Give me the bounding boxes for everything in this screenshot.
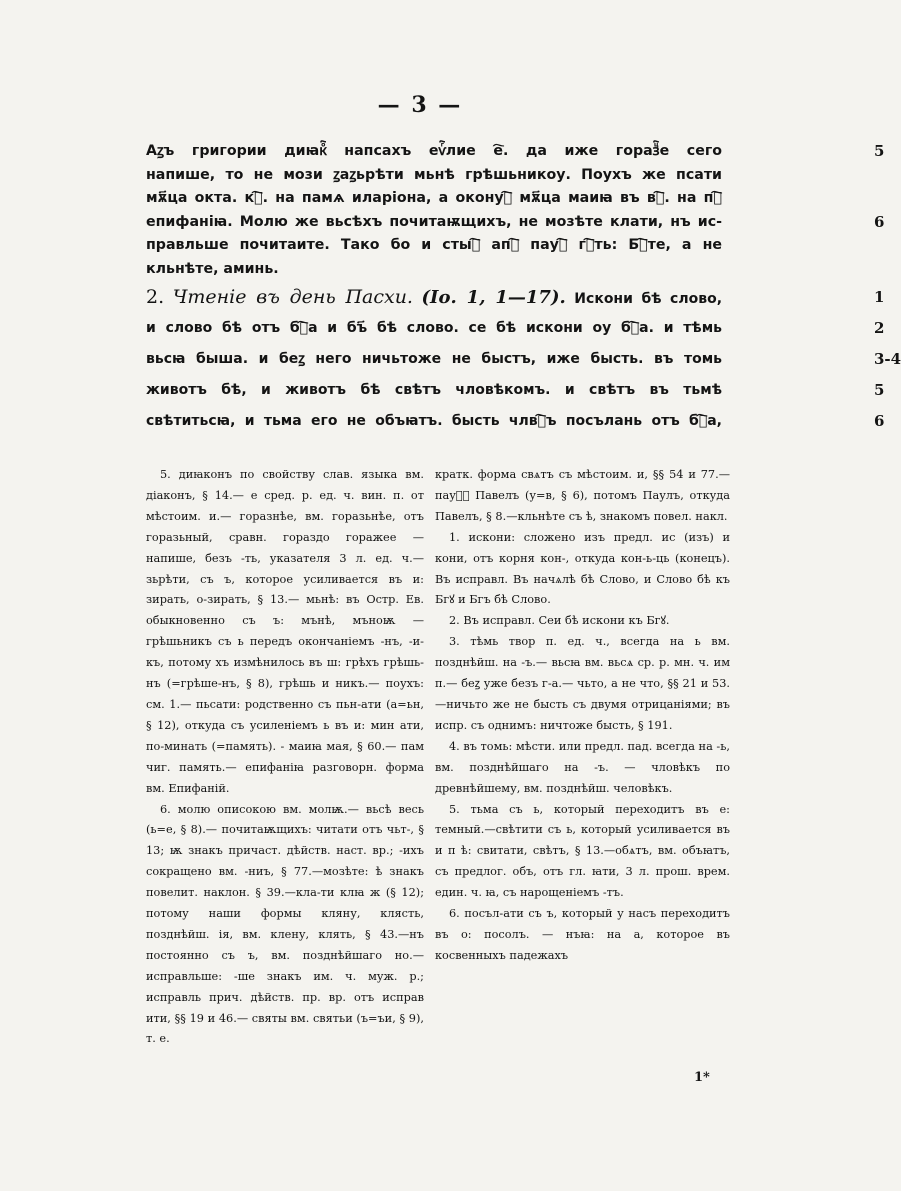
main-text-block bbox=[146, 140, 901, 437]
commentary-note: кратк. форма свѧтъ съ мѣстоим. и, §§ 54 и 77.—пауⷧ҇ Павелъ (у=в, § 6), потомъ Паулъ, откуда Павелъ, § 8.—кльнѣте съ ѣ, знакомъ повел. накл. bbox=[435, 468, 730, 523]
commentary-right-column bbox=[435, 465, 730, 967]
line-number: 6 bbox=[874, 411, 885, 430]
commentary-note: 6. посъл-ати съ ъ, который у насъ переходитъ въ о: посолъ. — нъꙗ: на а, которое въ косвенныхъ падежахъ bbox=[435, 907, 730, 962]
signature-mark: 1* bbox=[694, 1070, 710, 1085]
line-number: 6 bbox=[874, 212, 885, 231]
main-text-line: епифаніꙗ. Молю же вьсѣхъ почитаѭщихъ, не мозѣте клати, нъ ис- 6 bbox=[146, 211, 736, 235]
commentary-note: 6. молю описокою вм. молѭ.— вьсѣ весь (ь=е, § 8).— почитаѭщихъ: читати отъ чьт-, § 13; ѭ знакъ причаст. дѣйств. наст. вр.; -ихъ сокращено вм. -ниъ, § 77.—мозѣте: ѣ знакъ повелит. наклон. § 39.—кла-ти клꙗ ж (§ 12); потому наши формы кляну, клясть, позднѣйш. ія, вм. клену, клять, § 43.—нъ постоянно съ ъ, вм. позднѣйшаго но.—исправльше: -ше знакъ им. ч. муж. р.; исправль прич. дѣйств. пр. вр. отъ исправ ити, §§ 19 и 46.— святы вм. святьи (ъ=ъи, § 9), т. е. bbox=[146, 802, 424, 1046]
reading-title: Чтеніе въ день Пасхи. bbox=[172, 285, 413, 308]
line-number: 2 bbox=[874, 318, 885, 337]
commentary-note: 3. тѣмь твор п. ед. ч., всегда на ь вм. позднѣйш. на -ъ.— вьсꙗ вм. вьсѧ ср. р. мн. ч. им п.— беꙁ уже безъ г-а.— чьто, а не что, §§ 21 и 53.—ничьто же не бысть съ двумя отрицаніями; въ испр. съ однимъ: ничтоже бысть, § 191. bbox=[435, 635, 730, 732]
reading-text-line: животъ бѣ, и животъ бѣ свѣтъ чловѣкомъ. и свѣтъ въ тьмѣ 5 bbox=[146, 375, 736, 406]
reading-text-line: и слово бѣ отъ бⷢ҇а и бъ҃ бѣ слово. се бѣ искони оу бⷢ҇а. и тѣмь 2 bbox=[146, 313, 736, 344]
commentary-note: 4. въ томь: мѣсти. или предл. пад. всегда на -ь, вм. позднѣйшаго на -ъ. — чловѣкъ по древнѣйшему, вм. позднѣйш. человѣкъ. bbox=[435, 739, 730, 795]
reading-text-line: Искони бѣ слово, bbox=[574, 290, 723, 307]
commentary-note: 2. Въ исправл. Сеи бѣ искони къ Бгꙋ. bbox=[449, 614, 670, 628]
commentary-note: 5. тьма съ ь, который переходитъ въ е: темный.—свѣтити съ ь, который усиливается въ и п ѣ: свитати, свѣтъ, § 13.—обѧтъ, вм. объꙗтъ, съ предлог. объ, отъ гл. ꙗти, 3 л. прош. врем. един. ч. ꙗ, съ нарощеніемъ -тъ. bbox=[435, 802, 730, 900]
reading-text-line: вьсꙗ быша. и беꙁ него ничьтоже не быстъ, иже бысть. въ томь 3-4 bbox=[146, 344, 736, 375]
reading-number: 2. bbox=[146, 285, 165, 308]
main-text-line: мѫ҃ца окта. кⷡ҇. на памѧ иларіона, а оконуⷯ҇ мѫ҃ца маиꙗ въ вⷥ҇. на пⷨ҇ bbox=[146, 190, 722, 207]
line-number: 3-4 bbox=[874, 349, 901, 368]
line-number: 5 bbox=[874, 142, 885, 160]
page-number: — 3 — bbox=[377, 92, 463, 118]
reading-heading-line bbox=[146, 282, 885, 313]
main-text-line: Аꙁъ григории диꙗкⷪ҇ напсахъ еѵⷢ҇лие е҇. да иже горазⷰ҇е сего 5 bbox=[146, 140, 736, 164]
main-text-line: кльнѣте, аминь. bbox=[146, 260, 279, 277]
line-number: 5 bbox=[874, 380, 885, 399]
main-text-line: правльше почитаите. Тако бо и стыⷱ҇ апⷧ҇ пауⷧ҇ гⷧ҇ть: Бⷧ҇те, а не bbox=[146, 237, 722, 254]
commentary-note: 1. искони: сложено изъ предл. ис (изъ) и кони, отъ корня кон-, откуда кон-ь-ць (конецъ). Въ исправл. Въ начѧлѣ бѣ Слово, и Слово бѣ къ Бгꙋ и Бгъ бѣ Слово. bbox=[435, 530, 730, 607]
commentary-left-column bbox=[146, 465, 424, 1050]
reading-reference: (Іо. 1, 1—17). bbox=[421, 286, 566, 308]
line-number: 1 bbox=[874, 287, 885, 306]
commentary-note: 5. диꙗконъ по свойству слав. языка вм. діаконъ, § 14.— е сред. р. ед. ч. вин. п. от мѣстоим. и.— горазнѣе, вм. горазьнѣе, отъ горазьный, сравн. гораздо горажее — напише, безъ -ть, указателя 3 л. ед. ч.— зьрѣти, съ ъ, которое усиливается въ и: зирать, о-зирать, § 13.— мьнѣ: въ Остр. Ев. обыкновенно съ ъ: мънѣ, мъноѭ — грѣшьникъ съ ь передъ окончаніемъ -нъ, -и-къ, потому хъ измѣнилось въ ш: грѣхъ грѣшь-нъ (=грѣше-нъ, § 8), грѣшь и никъ.— поухъ: см. 1.— пьсати: родственно съ пьн-ати (а=ьн, § 12), откуда съ усиленіемъ ь въ и: мин ати, по-минать (=память). - маиꙗ мая, § 60.— пам чиг. память.— епифаніꙗ разговорн. форма вм. Епифаній. bbox=[146, 468, 424, 795]
main-text-line: напише, то не мози ꙁаꙁьрѣти мьнѣ грѣшьникоу. Поухъ же псати bbox=[146, 166, 722, 183]
reading-text-line: свѣтитьсꙗ, и тьма его не объꙗтъ. бысть члвⷦ҇ъ посълань отъ бⷢ҇а, 6 bbox=[146, 406, 736, 437]
